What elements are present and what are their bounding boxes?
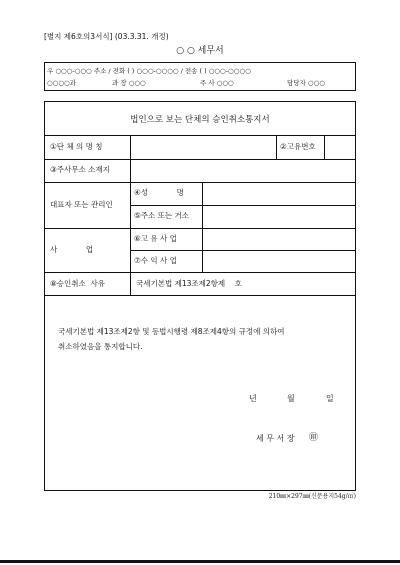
unique-business-label: ⑥고 유 사 업 (134, 234, 177, 243)
rule (44, 135, 356, 136)
rule (276, 135, 277, 159)
rule (44, 272, 356, 273)
date-day: 일 (326, 394, 334, 403)
hq-address-label: ③주사무소 소재지 (50, 165, 110, 174)
rule (44, 159, 356, 160)
rep-address-label: ⑤주소 또는 거소 (134, 211, 189, 220)
rule (130, 135, 131, 295)
rule (324, 135, 325, 159)
date-year: 년 (249, 394, 257, 403)
seal-mark: ㊞ (309, 433, 319, 443)
signer-title: 세 무 서 장 (256, 434, 295, 443)
org-name-label: ①단 체 의 명 칭 (50, 142, 103, 151)
rule (202, 182, 203, 272)
section-chief: 과 장 ○○○ (112, 79, 146, 87)
rep-name-label: ④성 명 (134, 188, 184, 197)
office-title: ○ ○ 세무서 (176, 46, 224, 56)
rule (44, 228, 356, 229)
form-reference: [별지 제6호의3서식] (03.3.31. 개정) (44, 32, 169, 41)
business-label: 사 업 (50, 245, 94, 254)
notice-body-line1: 국세기본법 제13조제2항 및 동법시행령 제8조제4항의 규정에 의하여 (58, 327, 285, 336)
cancel-reason-label: ⑧승인취소 사유 (50, 279, 105, 288)
unique-no-label: ②고유번호 (280, 142, 316, 151)
notice-body-line2: 취소하였음을 통지합니다. (58, 342, 143, 351)
cancel-reason-value: 국세기본법 제13조제2항제 호 (136, 279, 242, 288)
rule (130, 205, 356, 206)
department: ○○○○과 (47, 79, 76, 87)
rule (130, 250, 356, 251)
paper-spec: 210㎜×297㎜(신문용지54g/㎡) (268, 493, 356, 500)
rule (44, 295, 356, 296)
representative-label: 대표자 또는 관리인 (50, 200, 113, 209)
address-line: 우 ○○○-○○○ 주소 / 전화 ( ) ○○○-○○○○ / 전송 ( ) ○○○-○○○○ (47, 67, 251, 75)
officer: 주 사 ○○○ (200, 79, 234, 87)
form-title: 법인으로 보는 단체의 승인취소통지서 (130, 115, 270, 125)
date-month: 월 (287, 394, 295, 403)
profit-business-label: ⑦수 익 사 업 (134, 256, 177, 265)
manager: 담당자 ○○○ (287, 79, 325, 87)
rule (44, 182, 356, 183)
page-bottom-border (0, 560, 400, 563)
